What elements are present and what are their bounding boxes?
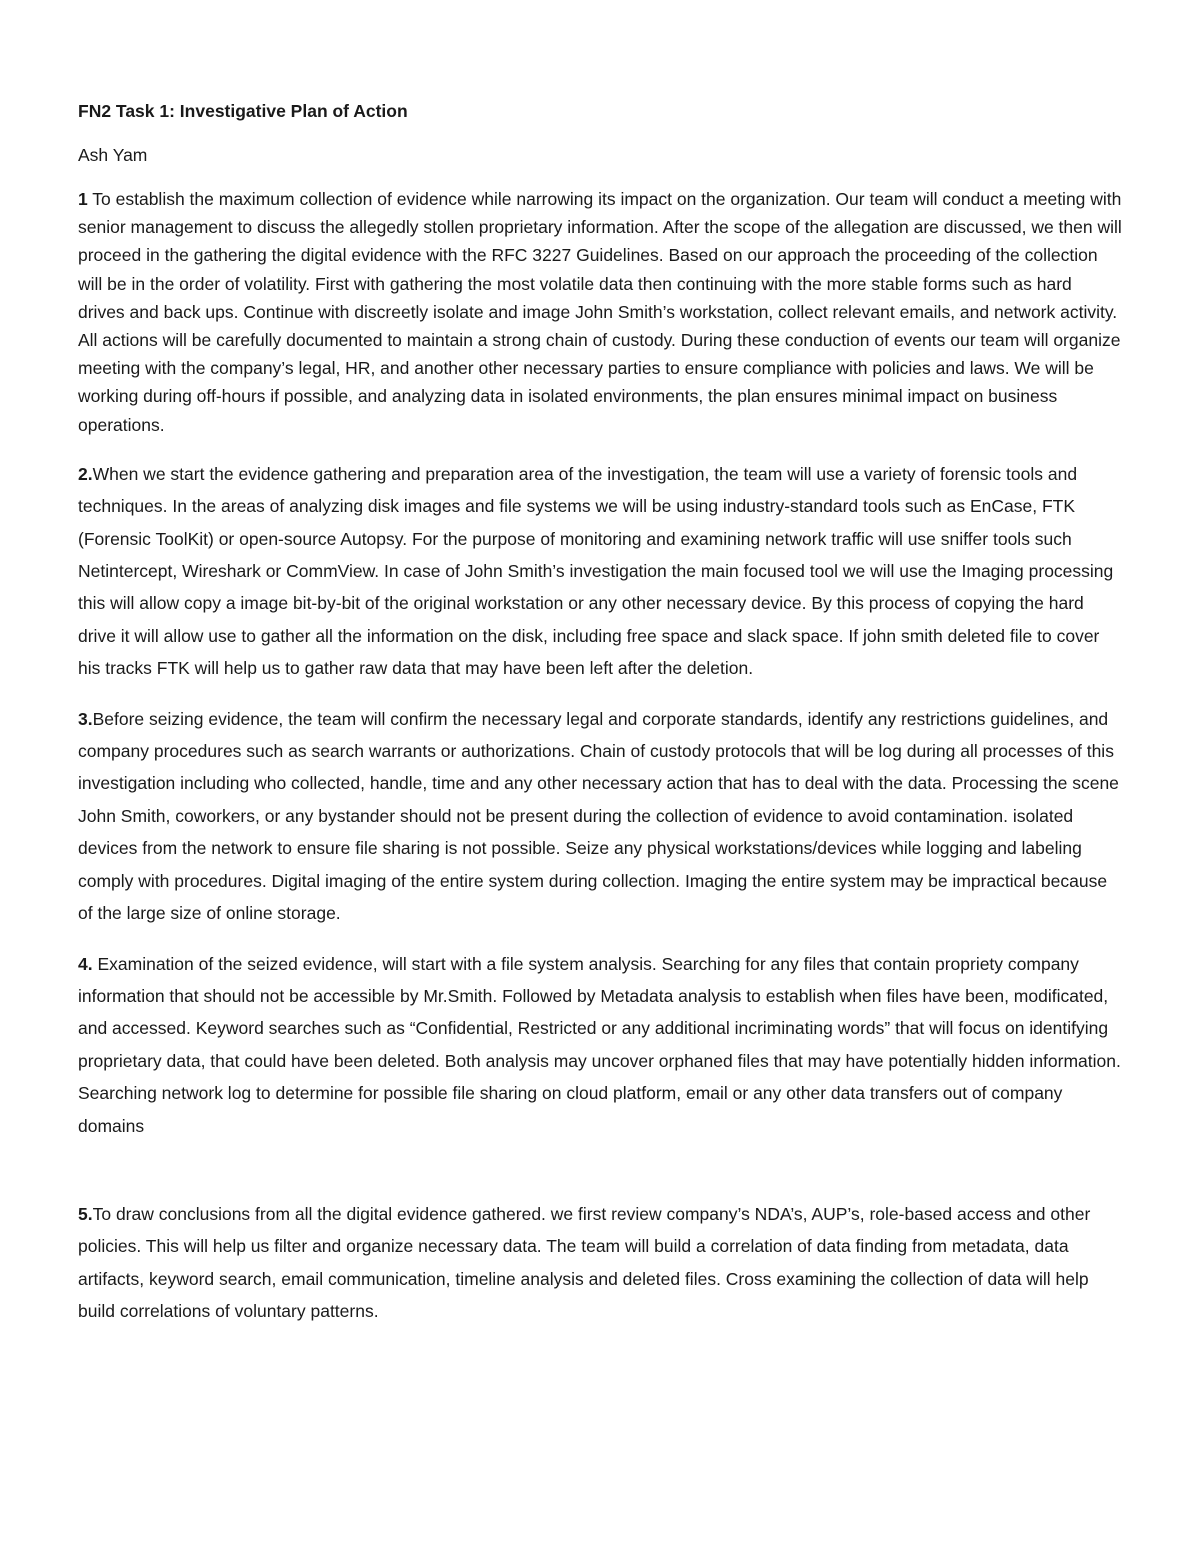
- section-4-paragraph: [78, 948, 1123, 1142]
- section-1-paragraph: [78, 185, 1123, 439]
- section-4-number: 4.: [78, 953, 93, 974]
- section-1-number: 1: [78, 189, 88, 209]
- section-1-text: To establish the maximum collection of evidence while narrowing its impact on the organization. Our team will conduct a meeting with senior management to discuss the allegedly stollen proprietary information. After the scope of the allegation are discussed, we then will proceed in the gathering the digital evidence with the RFC 3227 Guidelines. Based on our approach the proceeding of the collection will be in the order of volatility. First with gathering the most volatile data then continuing with the more stable forms such as hard drives and back ups. Continue with discreetly isolate and image John Smith’s workstation, collect relevant emails, and network activity. All actions will be carefully documented to maintain a strong chain of custody. During these conduction of events our team will organize meeting with the company’s legal, HR, and another other necessary parties to ensure compliance with policies and laws. We will be working during off-hours if possible, and analyzing data in isolated environments, the plan ensures minimal impact on business operations.: [78, 189, 1122, 435]
- document-author: Ash Yam: [78, 145, 148, 165]
- section-3-number: 3.: [78, 708, 93, 729]
- document-page: [78, 96, 1123, 1328]
- section-5-paragraph: [78, 1198, 1123, 1328]
- section-3-paragraph: [78, 703, 1123, 930]
- section-2-number: 2.: [78, 463, 93, 484]
- section-3-text: Before seizing evidence, the team will confirm the necessary legal and corporate standards, identify any restrictions guidelines, and company procedures such as search warrants or authorizations. Chain of custody protocols that will be log during all processes of this investigation including who collected, handle, time and any other necessary action that has to deal with the data. Processing the scene John Smith, coworkers, or any bystander should not be present during the collection of evidence to avoid contamination. isolated devices from the network to ensure file sharing is not possible. Seize any physical workstations/devices while logging and labeling comply with procedures. Digital imaging of the entire system during collection. Imaging the entire system may be impractical because of the large size of online storage.: [78, 708, 1119, 924]
- section-5-text: To draw conclusions from all the digital evidence gathered. we first review company’s NDA’s, AUP’s, role-based access and other policies. This will help us filter and organize necessary data. The team will build a correlation of data finding from metadata, data artifacts, keyword search, email communication, timeline analysis and deleted files. Cross examining the collection of data will help build correlations of voluntary patterns.: [78, 1203, 1091, 1322]
- section-5-number: 5.: [78, 1203, 93, 1224]
- section-2-paragraph: [78, 458, 1123, 685]
- document-title: FN2 Task 1: Investigative Plan of Action: [78, 101, 408, 121]
- section-2-text: When we start the evidence gathering and preparation area of the investigation, the team will use a variety of forensic tools and techniques. In the areas of analyzing disk images and file systems we will be using industry-standard tools such as EnCase, FTK (Forensic ToolKit) or open-source Autopsy. For the purpose of monitoring and examining network traffic will use sniffer tools such Netintercept, Wireshark or CommView. In case of John Smith’s investigation the main focused tool we will use the Imaging processing this will allow copy a image bit-by-bit of the original workstation or any other necessary device. By this process of copying the hard drive it will allow use to gather all the information on the disk, including free space and slack space. If john smith deleted file to cover his tracks FTK will help us to gather raw data that may have been left after the deletion.: [78, 463, 1114, 679]
- section-4-text: Examination of the seized evidence, will start with a file system analysis. Searching for any files that contain propriety company information that should not be accessible by Mr.Smith. Followed by Metadata analysis to establish when files have been, modificated, and accessed. Keyword searches such as “Confidential, Restricted or any additional incriminating words” that will focus on identifying proprietary data, that could have been deleted. Both analysis may uncover orphaned files that may have potentially hidden information. Searching network log to determine for possible file sharing on cloud platform, email or any other data transfers out of company domains: [78, 953, 1121, 1136]
